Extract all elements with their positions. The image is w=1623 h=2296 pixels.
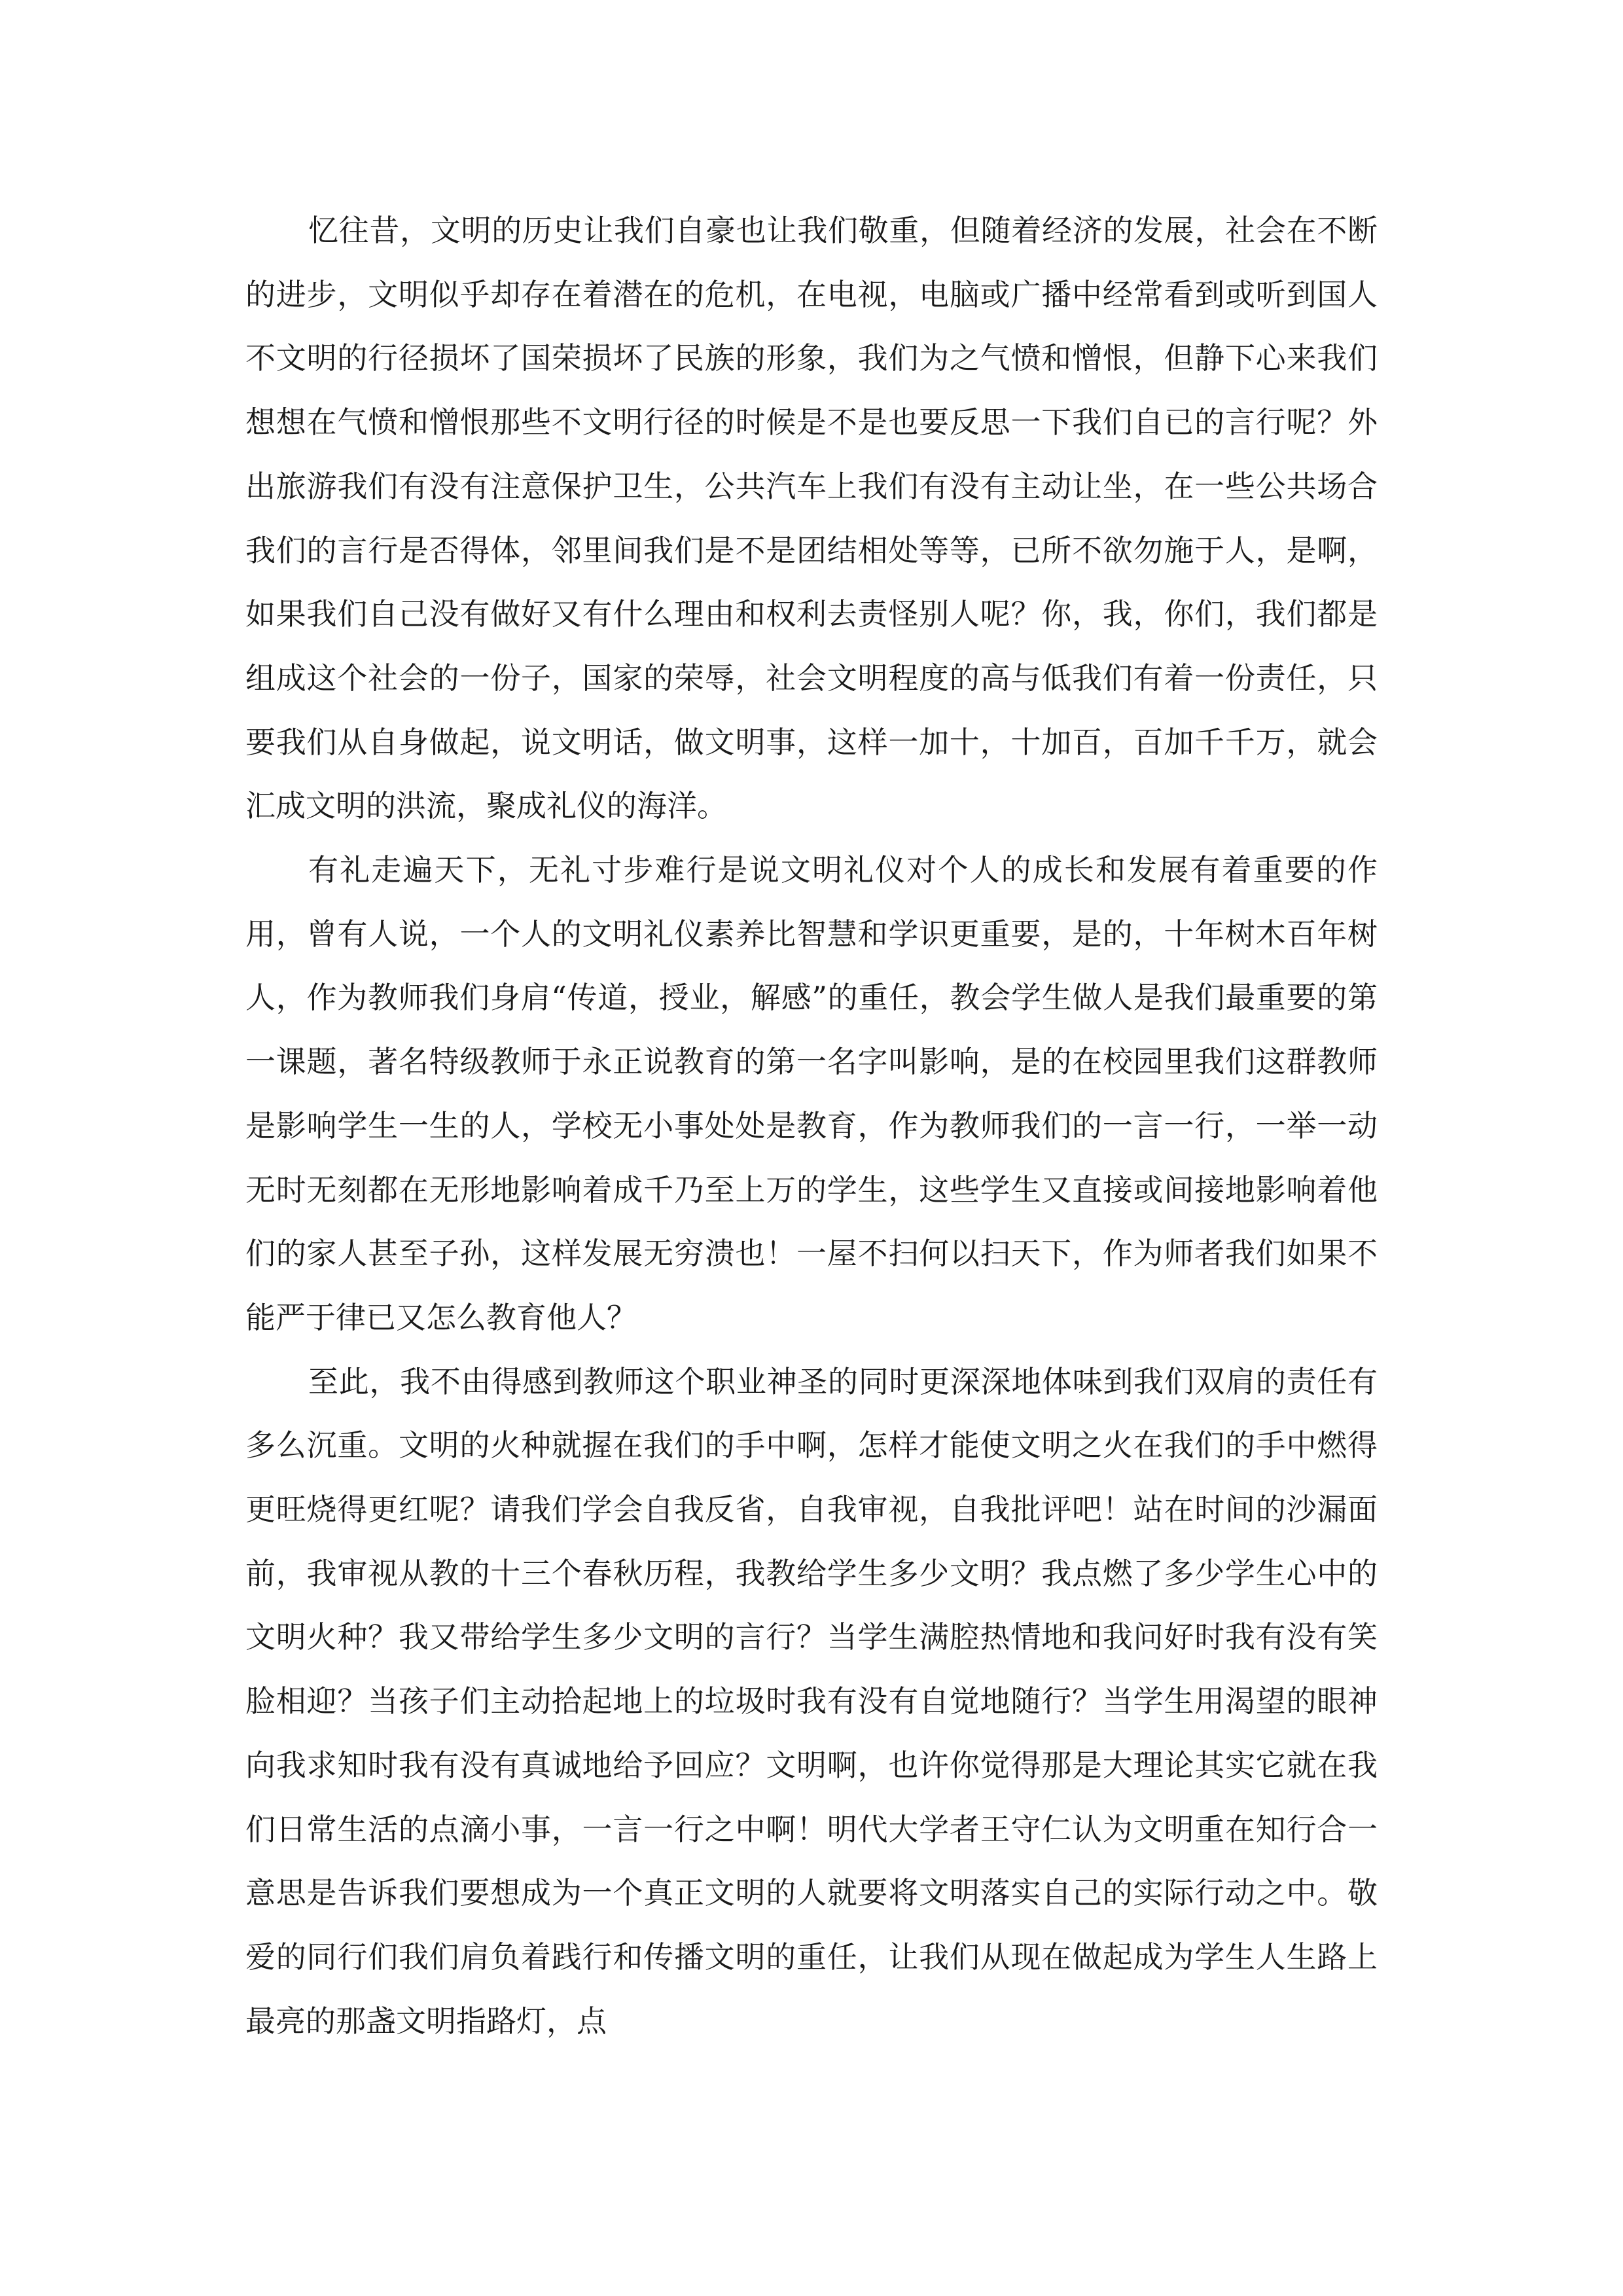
paragraph-1: 忆往昔，文明的历史让我们自豪也让我们敬重，但随着经济的发展，社会在不断的进步，文明似乎却存在着潜在的危机，在电视，电脑或广播中经常看到或听到国人不文明的行径损坏了国荣损坏了民族的形象，我们为之气愤和憎恨，但静下心来我们想想在气愤和憎恨那些不文明行径的时候是不是也要反思一下我们自已的言行呢？外出旅游我们有没有注意保护卫生，公共汽车上我们有没有主动让坐，在一些公共场合我们的言行是否得体，邻里间我们是不是团结相处等等，已所不欲勿施于人，是啊，如果我们自己没有做好又有什么理由和权利去责怪别人呢？你，我，你们，我们都是组成这个社会的一份子，国家的荣辱，社会文明程度的高与低我们有着一份责任，只要我们从自身做起，说文明话，做文明事，这样一加十，十加百，百加千千万，就会汇成文明的洪流，聚成礼仪的海洋。 [245, 213, 1378, 824]
paragraph-2: 有礼走遍天下，无礼寸步难行是说文明礼仪对个人的成长和发展有着重要的作用，曾有人说，一个人的文明礼仪素养比智慧和学识更重要，是的，十年树木百年树人，作为教师我们身肩“传道，授业，解感”的重任，教会学生做人是我们最重要的第一课题，著名特级教师于永正说教育的第一名字叫影响，是的在校园里我们这群教师是影响学生一生的人，学校无小事处处是教育，作为教师我们的一言一行，一举一动无时无刻都在无形地影响着成千乃至上万的学生，这些学生又直接或间接地影响着他们的家人甚至子孙，这样发展无穷溃也！一屋不扫何以扫天下，作为师者我们如果不能严于律已又怎么教育他人？ [245, 852, 1378, 1335]
paragraph-3: 至此，我不由得感到教师这个职业神圣的同时更深深地体味到我们双肩的责任有多么沉重。文明的火种就握在我们的手中啊，怎样才能使文明之火在我们的手中燃得更旺烧得更红呢？请我们学会自我反省，自我审视，自我批评吧！站在时间的沙漏面前，我审视从教的十三个春秋历程，我教给学生多少文明？我点燃了多少学生心中的文明火种？我又带给学生多少文明的言行？当学生满腔热情地和我问好时我有没有笑脸相迎？当孩子们主动拾起地上的垃圾时我有没有自觉地随行？当学生用渴望的眼神向我求知时我有没有真诚地给予回应？文明啊，也许你觉得那是大理论其实它就在我们日常生活的点滴小事，一言一行之中啊！明代大学者王守仁认为文明重在知行合一意思是告诉我们要想成为一个真正文明的人就要将文明落实自己的实际行动之中。敬爱的同行们我们肩负着践行和传播文明的重任，让我们从现在做起成为学生人生路上最亮的那盏文明指路灯，点 [245, 1363, 1378, 2039]
body-text [245, 199, 1378, 2053]
